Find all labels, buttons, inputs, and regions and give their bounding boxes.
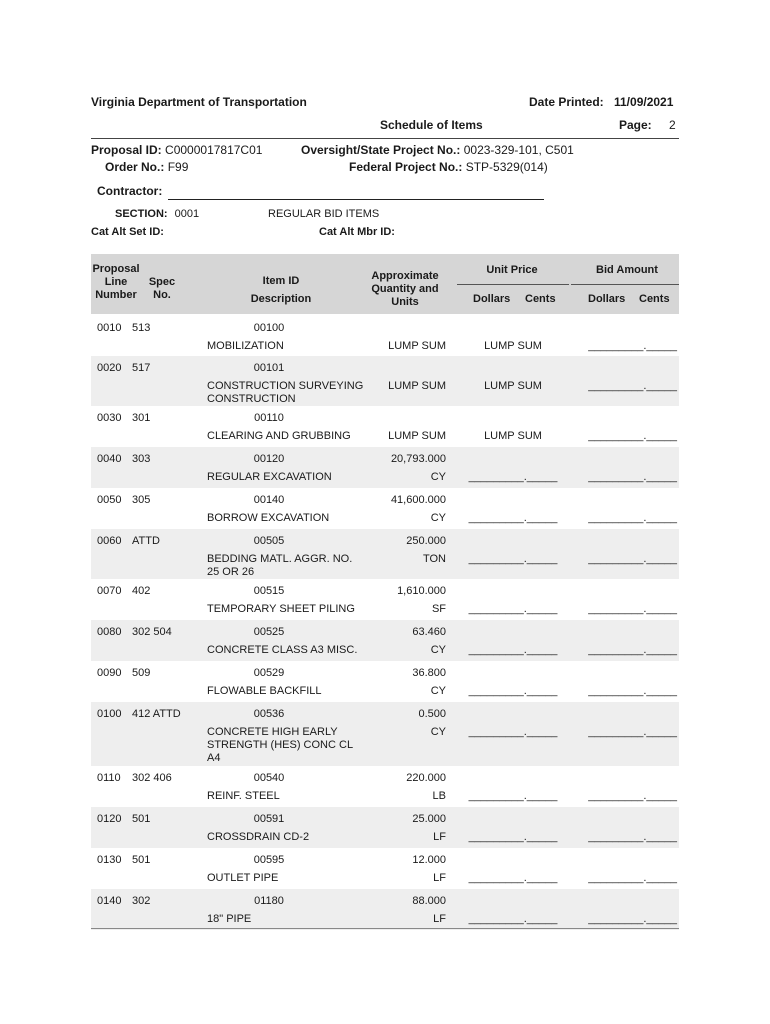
line-number: 0020: [97, 362, 122, 374]
table-row: [91, 579, 679, 620]
section-label: SECTION:: [115, 208, 168, 220]
unit: CY: [430, 471, 446, 483]
quantity: 220.000: [406, 772, 446, 784]
federal-label: Federal Project No.:: [349, 160, 463, 174]
item-description: BORROW EXCAVATION: [207, 512, 330, 524]
bid-amount-entry[interactable]: _________._____: [588, 790, 677, 802]
proposal-id-value: C0000017817C01: [165, 143, 263, 157]
col-proposal-l3: Number: [95, 289, 137, 301]
table-row: [91, 889, 679, 930]
spec-number: 509: [132, 667, 151, 679]
oversight-label: Oversight/State Project No.:: [301, 143, 461, 157]
unit: TON: [422, 553, 446, 565]
quantity: 36.800: [412, 667, 446, 679]
table-row: [91, 529, 679, 579]
item-id: 00529: [253, 667, 285, 679]
line-number: 0090: [97, 667, 122, 679]
bid-amount-entry[interactable]: _________._____: [588, 872, 677, 884]
item-id: 00120: [253, 453, 285, 465]
bid-amount-entry[interactable]: _________._____: [588, 831, 677, 843]
line-number: 0100: [97, 708, 122, 720]
unit: LUMP SUM: [388, 430, 446, 442]
federal-row: [349, 160, 548, 174]
spec-number: 302 504: [132, 626, 172, 638]
unit-price-entry[interactable]: _________._____: [468, 644, 558, 656]
table-row: [91, 848, 679, 889]
item-description: CONCRETE HIGH EARLY STRENGTH (HES) CONC CL A4: [207, 726, 353, 764]
federal-value: STP-5329(014): [465, 160, 548, 174]
cat-alt-mbr-label: Cat Alt Mbr ID:: [319, 226, 395, 238]
col-ba-cents: Cents: [639, 293, 670, 305]
item-id: 00536: [253, 708, 285, 720]
order-no-label: Order No.:: [105, 160, 165, 174]
col-quantity: [355, 270, 455, 309]
col-ba-dollars: Dollars: [588, 293, 626, 305]
contractor-line[interactable]: [168, 199, 544, 200]
line-number: 0030: [97, 412, 122, 424]
date-printed-label: Date Printed:: [529, 95, 604, 109]
line-number: 0130: [97, 854, 122, 866]
col-qty-l3: Units: [391, 296, 419, 308]
oversight-row: [301, 143, 574, 157]
item-id: 00591: [253, 813, 285, 825]
item-description: FLOWABLE BACKFILL: [207, 685, 322, 697]
oversight-value: 0023-329-101, C501: [463, 143, 574, 157]
quantity: 88.000: [412, 895, 446, 907]
unit-price-entry[interactable]: _________._____: [468, 685, 558, 697]
unit: LF: [433, 831, 446, 843]
unit: CY: [430, 726, 446, 738]
spec-number: 517: [132, 362, 151, 374]
agency-name: Virginia Department of Transportation: [91, 95, 307, 109]
bid-amount-entry[interactable]: _________._____: [588, 380, 677, 392]
bid-amount-entry[interactable]: _________._____: [588, 553, 677, 565]
item-description: 18" PIPE: [207, 913, 252, 925]
contractor-label: Contractor:: [97, 184, 163, 198]
item-id: 00505: [253, 535, 285, 547]
unit-price-entry: LUMP SUM: [484, 340, 542, 352]
quantity: 12.000: [412, 854, 446, 866]
page-label: Page:: [619, 118, 652, 132]
line-number: 0040: [97, 453, 122, 465]
quantity: 1,610.000: [397, 585, 446, 597]
spec-number: 412 ATTD: [132, 708, 181, 720]
bid-amount-rule: [571, 284, 679, 285]
col-up-cents: Cents: [525, 293, 556, 305]
col-spec-l1: Spec: [148, 276, 176, 288]
spec-number: 501: [132, 854, 151, 866]
unit-price-entry[interactable]: _________._____: [468, 553, 558, 565]
quantity: 20,793.000: [390, 453, 446, 465]
unit-price-entry: LUMP SUM: [484, 430, 542, 442]
spec-number: 302: [132, 895, 151, 907]
col-item-id: Item ID: [262, 275, 300, 287]
line-number: 0120: [97, 813, 122, 825]
spec-number: 513: [132, 322, 151, 334]
item-description: CONSTRUCTION SURVEYING CONSTRUCTION: [207, 380, 364, 405]
section-row: [115, 208, 199, 220]
table-bottom-rule: [91, 928, 679, 929]
proposal-id-label: Proposal ID:: [91, 143, 162, 157]
unit-price-entry[interactable]: _________._____: [468, 872, 558, 884]
table-row: [91, 406, 679, 447]
header-divider: [91, 138, 679, 139]
proposal-id-row: [91, 143, 262, 157]
item-id: 01180: [254, 895, 284, 907]
line-number: 0110: [97, 772, 121, 784]
bid-amount-entry[interactable]: _________._____: [588, 340, 677, 352]
spec-number: 303: [132, 453, 151, 465]
table-row: [91, 620, 679, 661]
unit: CY: [430, 644, 446, 656]
item-id: 00101: [253, 362, 285, 374]
quantity: 250.000: [406, 535, 446, 547]
item-description: CLEARING AND GRUBBING: [207, 430, 351, 442]
item-description: MOBILIZATION: [207, 340, 284, 352]
bid-amount-entry[interactable]: _________._____: [588, 644, 677, 656]
item-id: 00540: [253, 772, 285, 784]
section-value: 0001: [174, 208, 200, 220]
line-number: 0060: [97, 535, 122, 547]
col-qty-l2: Quantity and: [371, 283, 439, 295]
bid-amount-entry[interactable]: _________._____: [588, 512, 677, 524]
unit: CY: [430, 512, 446, 524]
col-up-dollars: Dollars: [473, 293, 511, 305]
cat-alt-set-label: Cat Alt Set ID:: [91, 226, 164, 238]
col-spec: [147, 276, 177, 302]
item-description: BEDDING MATL. AGGR. NO. 25 OR 26: [207, 553, 353, 578]
unit-price-rule: [457, 284, 569, 285]
order-no-value: F99: [167, 160, 189, 174]
spec-number: ATTD: [132, 535, 160, 547]
unit: CY: [430, 685, 446, 697]
quantity: 0.500: [418, 708, 446, 720]
unit-price-entry[interactable]: _________._____: [468, 603, 558, 615]
table-row: [91, 661, 679, 702]
item-id: 00110: [254, 412, 284, 424]
col-proposal-l2: Line: [104, 276, 128, 288]
order-no-row: [105, 160, 188, 174]
unit-price-entry[interactable]: _________._____: [468, 512, 558, 524]
item-description: REGULAR EXCAVATION: [207, 471, 332, 483]
col-proposal-l1: Proposal: [92, 263, 140, 275]
bid-amount-entry[interactable]: _________._____: [588, 685, 677, 697]
item-id: 00140: [253, 494, 285, 506]
table-row: [91, 702, 679, 766]
table-row: [91, 316, 679, 356]
unit-price-entry[interactable]: _________._____: [468, 790, 558, 802]
unit-price-entry[interactable]: _________._____: [468, 831, 558, 843]
bid-amount-entry[interactable]: _________._____: [588, 913, 677, 925]
spec-number: 402: [132, 585, 151, 597]
quantity: 25.000: [412, 813, 446, 825]
item-id: 00525: [253, 626, 285, 638]
unit: SF: [431, 603, 446, 615]
unit: LUMP SUM: [388, 340, 446, 352]
item-description: TEMPORARY SHEET PILING: [207, 603, 355, 615]
unit: LF: [433, 872, 446, 884]
item-description: CONCRETE CLASS A3 MISC.: [207, 644, 358, 656]
item-description: CROSSDRAIN CD-2: [207, 831, 310, 843]
unit-price-entry[interactable]: _________._____: [468, 726, 558, 738]
bid-amount-entry[interactable]: _________._____: [588, 471, 677, 483]
col-unit-price: Unit Price: [486, 264, 538, 276]
unit: LB: [432, 790, 446, 802]
spec-number: 501: [132, 813, 151, 825]
quantity: 41,600.000: [390, 494, 446, 506]
item-id: 00515: [253, 585, 285, 597]
spec-number: 305: [132, 494, 151, 506]
line-number: 0080: [97, 626, 122, 638]
line-number: 0010: [97, 322, 122, 334]
table-row: [91, 488, 679, 529]
unit-price-entry[interactable]: _________._____: [468, 913, 558, 925]
table-row: [91, 807, 679, 848]
col-qty-l1: Approximate: [371, 270, 439, 282]
bid-amount-entry[interactable]: _________._____: [588, 430, 677, 442]
unit-price-entry: LUMP SUM: [484, 380, 542, 392]
date-printed-value: 11/09/2021: [614, 95, 674, 109]
item-description: OUTLET PIPE: [207, 872, 279, 884]
line-number: 0050: [97, 494, 122, 506]
line-number: 0140: [97, 895, 122, 907]
spec-number: 302 406: [132, 772, 172, 784]
table-row: [91, 447, 679, 488]
col-proposal-line: [91, 263, 141, 302]
quantity: 63.460: [412, 626, 446, 638]
spec-number: 301: [132, 412, 151, 424]
bid-amount-entry[interactable]: _________._____: [588, 726, 677, 738]
item-id: 00100: [253, 322, 285, 334]
line-number: 0070: [97, 585, 122, 597]
column-header: [91, 254, 679, 314]
unit: LF: [433, 913, 446, 925]
col-bid-amount: Bid Amount: [596, 264, 658, 276]
table-row: [91, 766, 679, 807]
section-name: REGULAR BID ITEMS: [268, 208, 380, 220]
item-description: REINF. STEEL: [207, 790, 280, 802]
item-id: 00595: [253, 854, 285, 866]
col-description: Description: [250, 293, 312, 305]
unit-price-entry[interactable]: _________._____: [468, 471, 558, 483]
schedule-title: Schedule of Items: [380, 118, 483, 132]
unit: LUMP SUM: [388, 380, 446, 392]
bid-amount-entry[interactable]: _________._____: [588, 603, 677, 615]
table-row: [91, 356, 679, 406]
col-spec-l2: No.: [153, 289, 171, 301]
page-number: 2: [669, 118, 676, 132]
